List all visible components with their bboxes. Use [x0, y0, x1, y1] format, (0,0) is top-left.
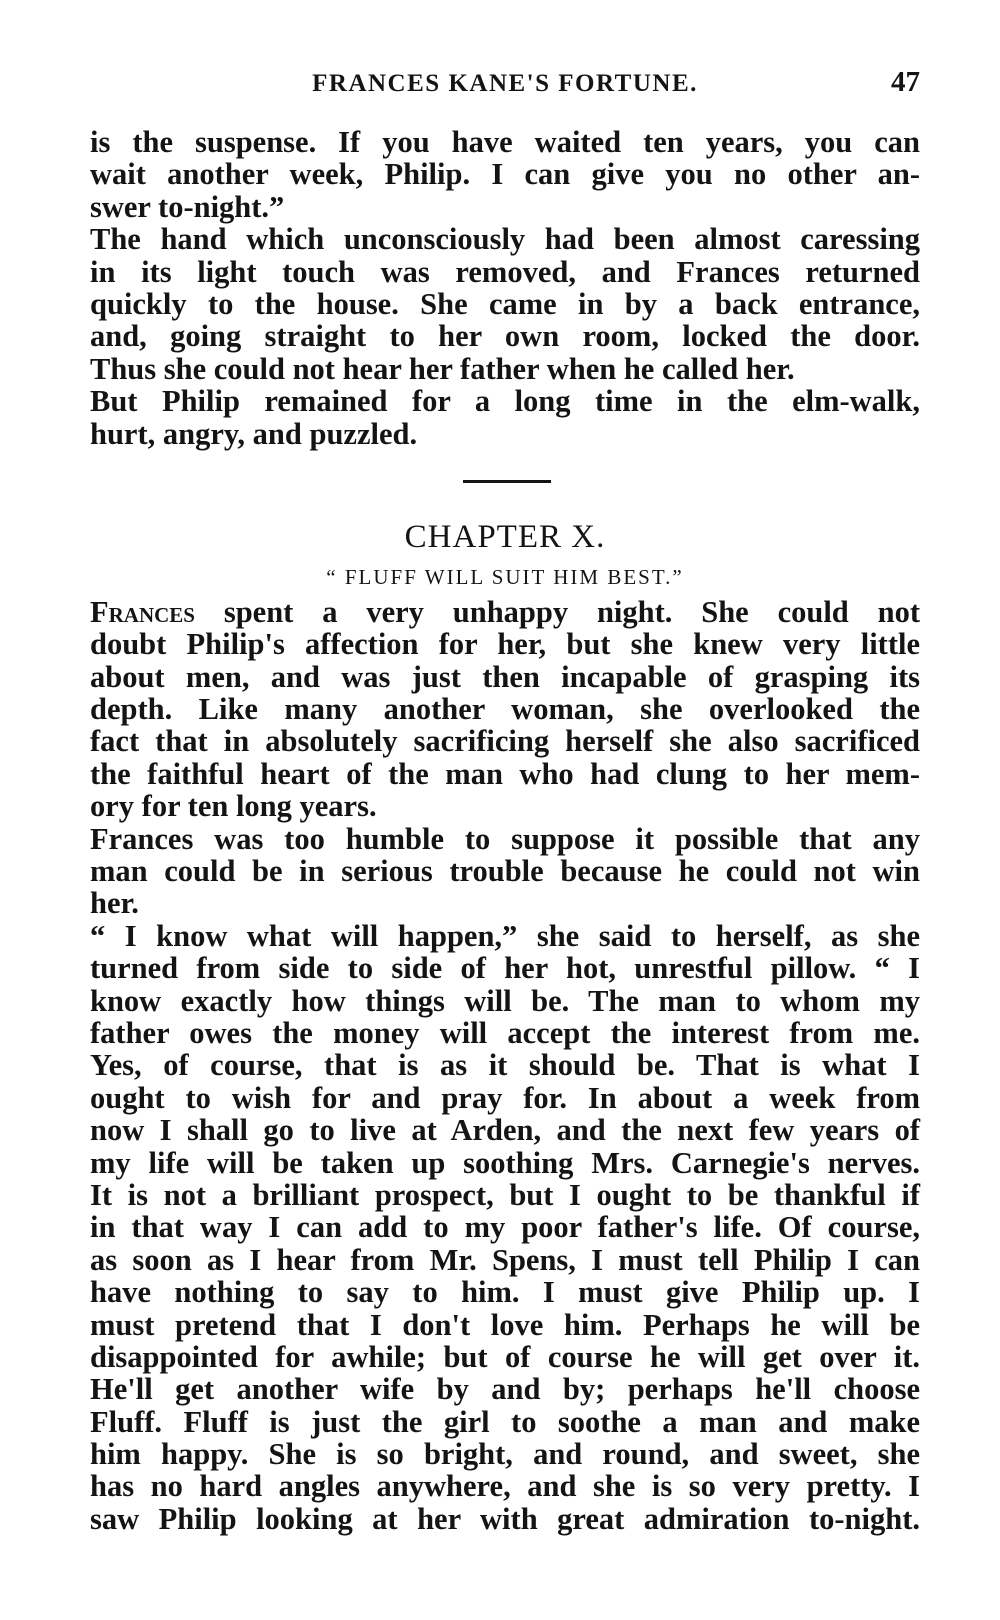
- text-line: the faithful heart of the man who had clung to her mem-: [90, 756, 920, 791]
- text-line: It is not a brilliant prospect, but I ought to be thankful if: [90, 1177, 920, 1212]
- text-line: depth. Like many another woman, she overlooked the: [90, 692, 920, 727]
- text-line: Fluff. Fluff is just the girl to soothe a man and make: [90, 1404, 920, 1439]
- text-line: But Philip remained for a long time in the elm-walk,: [90, 384, 920, 419]
- text-line: disappointed for awhile; but of course he will get over it.: [90, 1339, 920, 1374]
- text-line: as soon as I hear from Mr. Spens, I must tell Philip I can: [90, 1242, 920, 1277]
- text-line: ought to wish for and pray for. In about a week from: [90, 1080, 920, 1115]
- page-header: [90, 66, 920, 110]
- text-line: him happy. She is so bright, and round, and sweet, she: [90, 1437, 920, 1472]
- text-line: Frances was too humble to suppose it possible that any: [90, 821, 920, 856]
- text-line: fact that in absolutely sacrificing herself she also sacrificed: [90, 724, 920, 759]
- text-line: father owes the money will accept the interest from me.: [90, 1015, 920, 1050]
- page-body: [90, 126, 920, 1535]
- text-line: quickly to the house. She came in by a back entrance,: [90, 286, 920, 321]
- text-line: wait another week, Philip. I can give you no other an-: [90, 157, 920, 192]
- text-line: my life will be taken up soothing Mrs. Carnegie's nerves.: [90, 1145, 920, 1180]
- chapter-text: [90, 628, 920, 1535]
- text-line: know exactly how things will be. The man to whom my: [90, 983, 920, 1018]
- section-divider-wrap: [90, 450, 920, 516]
- text-line: hurt, angry, and puzzled.: [90, 416, 418, 451]
- running-title: FRANCES KANE'S FORTUNE.: [312, 70, 698, 97]
- intro-text: [90, 126, 920, 450]
- chapter-subtitle: “ FLUFF WILL SUIT HIM BEST.”: [326, 564, 684, 589]
- text-line: Thus she could not hear her father when he called her.: [90, 351, 795, 386]
- text-line: ory for ten long years.: [90, 789, 377, 824]
- chapter-first-line-rest: spent a very unhappy night. She could not: [194, 594, 920, 629]
- page-number: 47: [891, 66, 920, 98]
- section-divider: [463, 480, 551, 483]
- text-line: The hand which unconsciously had been almost caressing: [90, 222, 920, 257]
- text-line: turned from side to side of her hot, unrestful pillow. “ I: [90, 951, 920, 986]
- chapter-first-word: Frances: [90, 594, 195, 629]
- text-line: swer to-night.”: [90, 189, 285, 224]
- text-line: have nothing to say to him. I must give Philip up. I: [90, 1275, 920, 1310]
- text-line: her.: [90, 886, 139, 921]
- chapter-title: CHAPTER X.: [404, 518, 606, 555]
- text-line: has no hard angles anywhere, and she is so very pretty. I: [90, 1469, 920, 1504]
- text-line: must pretend that I don't love him. Perhaps he will be: [90, 1307, 920, 1342]
- text-line: is the suspense. If you have waited ten years, you can: [90, 125, 920, 159]
- text-line: saw Philip looking at her with great admiration to-night.: [90, 1501, 920, 1536]
- text-line: Yes, of course, that is as it should be. That is what I: [90, 1048, 920, 1083]
- text-line: about men, and was just then incapable of grasping its: [90, 659, 920, 694]
- text-line: doubt Philip's affection for her, but she knew very little: [90, 627, 920, 662]
- text-line: “ I know what will happen,” she said to herself, as she: [90, 918, 920, 953]
- text-line: man could be in serious trouble because he could not win: [90, 854, 920, 889]
- text-line: and, going straight to her own room, locked the door.: [90, 319, 920, 354]
- text-line: in that way I can add to my poor father's life. Of course,: [90, 1210, 920, 1245]
- chapter-first-line: [90, 596, 920, 628]
- text-line: in its light touch was removed, and Frances returned: [90, 254, 920, 289]
- text-line: now I shall go to live at Arden, and the next few years of: [90, 1113, 920, 1148]
- text-line: He'll get another wife by and by; perhaps he'll choose: [90, 1372, 920, 1407]
